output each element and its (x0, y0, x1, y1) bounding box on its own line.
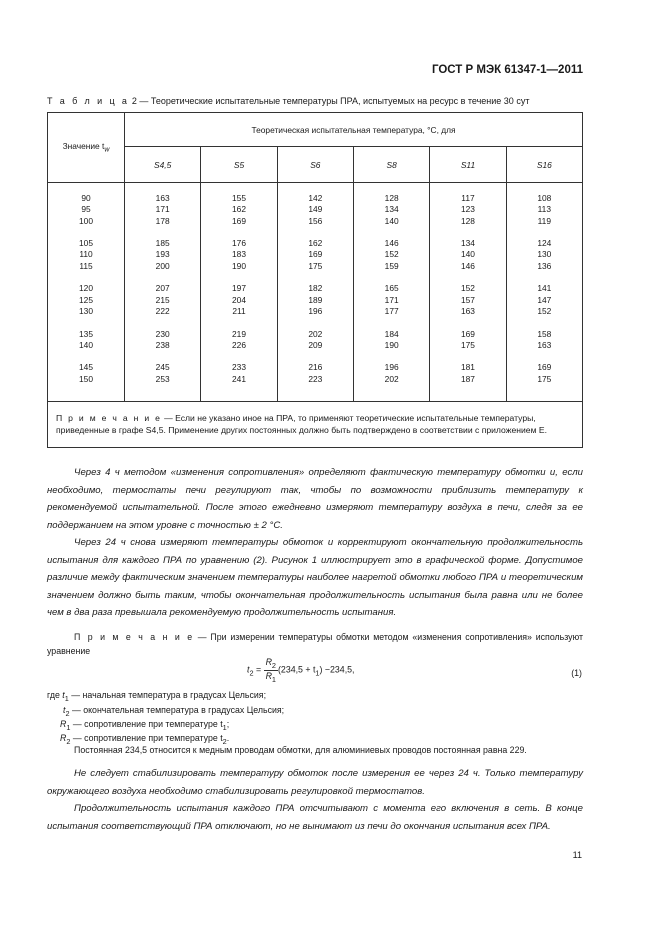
table-cell: 207 (155, 283, 170, 294)
table-cell: 110 (79, 249, 93, 260)
table-cell: 193 (155, 249, 170, 260)
table-cell: 222 (155, 305, 170, 316)
table-cell: 136 (537, 260, 552, 271)
table-note-text: — Если не указано иное на ПРА, то применяют теоретические испытательные температуры, приведенные в графе S4,5. Применение других постоянных должно быть подтверждено в соответствии с приложением Е. (56, 413, 547, 436)
data-column (353, 183, 429, 402)
table-cell: 125 (79, 294, 93, 305)
formula-note (47, 630, 583, 658)
table-cell: 211 (232, 305, 246, 316)
table-cell: 105 (79, 238, 93, 249)
col-header: S5 (201, 147, 277, 183)
table-cell: 128 (460, 215, 475, 226)
table-cell: 123 (460, 204, 475, 215)
table-cell: 169 (308, 249, 323, 260)
equation: $t_2$ = $\frac{R_2}{R_1}$ $(234,5 + t_1) -234,5$, (247, 657, 355, 684)
table-cell: 124 (537, 238, 552, 249)
table-cell: 115 (79, 260, 93, 271)
table-cell: 233 (232, 362, 246, 373)
paragraph: Продолжительность испытания каждого ПРА отсчитывают с момента его включения в сеть. В конце испытания соответствующий ПРА отключают, но не вынимают из печи до окончания испытания всех ПРА. (47, 803, 583, 832)
table-cell: 149 (308, 204, 323, 215)
table-cell: 162 (232, 204, 246, 215)
table-cell: 187 (460, 373, 475, 384)
table-cell: 190 (384, 339, 399, 350)
table-cell: 90 (81, 193, 91, 203)
data-column (125, 183, 201, 402)
table-cell: 219 (232, 328, 246, 339)
table-cell: 189 (308, 294, 323, 305)
table-cell: 134 (384, 204, 399, 215)
table-cell: 245 (155, 362, 170, 373)
table-cell: 241 (232, 373, 246, 384)
table-cell: 230 (155, 328, 170, 339)
table-cell: 140 (79, 339, 93, 350)
table-cell: 141 (537, 283, 552, 294)
table-cell: 100 (79, 215, 93, 226)
table-cell: 163 (460, 305, 475, 316)
table-cell: 216 (308, 362, 323, 373)
paragraph: Через 4 ч методом «изменения сопротивления» определяют фактическую температуру обмотки и, если необходимо, термостаты печи регулируют так, чтобы по возможности приблизить температуру к рекомендуемой испытательной. После этого ежедневно измеряют температуру воздуха в печи, следя за ее поддержанием на этом уровне с точностью ± 2 °С. (47, 467, 583, 531)
table-cell: 215 (155, 294, 170, 305)
col-header: S16 (506, 147, 582, 183)
table-cell: 177 (384, 305, 399, 316)
where-line: $t_2$ — окончательная температура в градусах Цельсия; (63, 705, 285, 718)
table-cell: 178 (155, 215, 170, 226)
table-cell: 142 (308, 193, 323, 203)
table-note-label: П р и м е ч а н и е (56, 413, 162, 423)
table-cell: 171 (155, 204, 170, 215)
table-cell: 190 (232, 260, 246, 271)
table-note (48, 402, 583, 448)
equation-number: (1) (571, 668, 582, 678)
table-cell: 120 (79, 283, 93, 294)
table-cell: 158 (537, 328, 552, 339)
table-cell: 169 (232, 215, 246, 226)
table-cell: 117 (461, 193, 475, 203)
table-cell: 140 (384, 215, 399, 226)
table-cell: 159 (384, 260, 399, 271)
table-cell: 140 (460, 249, 475, 260)
table-cell: 202 (308, 328, 323, 339)
temperature-table (47, 112, 583, 448)
table-cell: 152 (384, 249, 399, 260)
table-cell: 146 (460, 260, 475, 271)
tw-column (48, 183, 125, 402)
table-cell: 108 (537, 193, 552, 203)
where-line: $R_2$ — сопротивление при температуре $t_2$. (60, 733, 230, 746)
table-cell: 152 (537, 305, 552, 316)
table-cell: 169 (460, 328, 475, 339)
table-cell: 202 (384, 373, 399, 384)
table-cell: 113 (537, 204, 551, 215)
table-cell: 197 (232, 283, 246, 294)
constant-note: Постоянная 234,5 относится к медным проводам обмотки, для алюминиевых проводов постоянная равна 229. (74, 745, 527, 755)
data-column (506, 183, 582, 402)
table-cell: 181 (460, 362, 475, 373)
table-cell: 169 (537, 362, 552, 373)
table-cell: 182 (308, 283, 323, 294)
table-cell: 95 (81, 204, 91, 215)
group-header: Теоретическая испытательная температура, °С, для (125, 113, 583, 147)
where-line: где $t_1$ — начальная температура в градусах Цельсия; (47, 690, 267, 703)
paragraph: Через 24 ч снова измеряют температуры обмоток и корректируют окончательную продолжительность испытания для каждого ПРА по уравнению (2). Рисунок 1 иллюстрирует это в графической форме. Допустимое различие между фактическим значением температуры наиболее нагретой обмотки любого ПРА и теоретическим значением должно быть таким, чтобы окончательная продолжительность испытания была равна или не более чем в два раза превышала рекомендуемую продолжительность испытания. (47, 537, 583, 619)
table-cell: 130 (79, 305, 93, 316)
table-cell: 185 (155, 238, 170, 249)
col-header: S6 (277, 147, 353, 183)
table-cell: 165 (384, 283, 399, 294)
where-line: $R_1$ — сопротивление при температуре $t_1$; (60, 719, 230, 732)
table-cell: 253 (155, 373, 170, 384)
data-column (277, 183, 353, 402)
row-header-cell: Значение $t_w$ (48, 113, 125, 183)
table-cell: 163 (537, 339, 552, 350)
table-cell: 196 (384, 362, 399, 373)
table-cell: 223 (308, 373, 323, 384)
table-cell: 209 (308, 339, 323, 350)
table-cell: 146 (384, 238, 399, 249)
table-cell: 200 (155, 260, 170, 271)
table-cell: 145 (79, 362, 93, 373)
table-cell: 176 (232, 238, 246, 249)
table-cell: 226 (232, 339, 246, 350)
table-cell: 175 (308, 260, 323, 271)
col-header: S8 (353, 147, 429, 183)
paragraph: Не следует стабилизировать температуру обмоток после измерения ее через 24 ч. Только температуру окружающего воздуха необходимо стабилизировать регулировкой термостатов. (47, 768, 583, 797)
table-cell: 183 (232, 249, 246, 260)
table-cell: 119 (537, 215, 551, 226)
table-cell: 150 (79, 373, 93, 384)
table-cell: 134 (460, 238, 475, 249)
data-column (201, 183, 277, 402)
table-cell: 156 (308, 215, 323, 226)
data-column (430, 183, 506, 402)
table-cell: 196 (308, 305, 323, 316)
table-cell: 128 (384, 193, 399, 203)
caption-label: Т а б л и ц а (47, 96, 130, 106)
caption-text: 2 — Теоретические испытательные температуры ПРА, испытуемых на ресурс в течение 30 сут (131, 96, 530, 106)
table-cell: 135 (79, 328, 93, 339)
table-cell: 175 (460, 339, 475, 350)
table-cell: 162 (308, 238, 323, 249)
table-cell: 171 (384, 294, 399, 305)
formula-note-text: — При измерении температуры обмотки методом «изменения сопротивления» используют уравнение (47, 632, 584, 656)
table-cell: 238 (155, 339, 170, 350)
table-cell: 147 (537, 294, 552, 305)
table-cell: 175 (537, 373, 552, 384)
table-cell: 152 (460, 283, 475, 294)
document-code: ГОСТ Р МЭК 61347-1—2011 (431, 64, 583, 76)
table-cell: 204 (232, 294, 246, 305)
table-cell: 157 (460, 294, 475, 305)
table-caption (47, 96, 529, 106)
table-cell: 130 (537, 249, 552, 260)
col-header: S4,5 (125, 147, 201, 183)
table-cell: 155 (232, 193, 246, 203)
page-number: 11 (572, 850, 582, 860)
table-cell: 163 (155, 193, 170, 203)
formula-note-label: П р и м е ч а н и е (74, 632, 194, 642)
table-cell: 184 (384, 328, 399, 339)
col-header: S11 (430, 147, 506, 183)
